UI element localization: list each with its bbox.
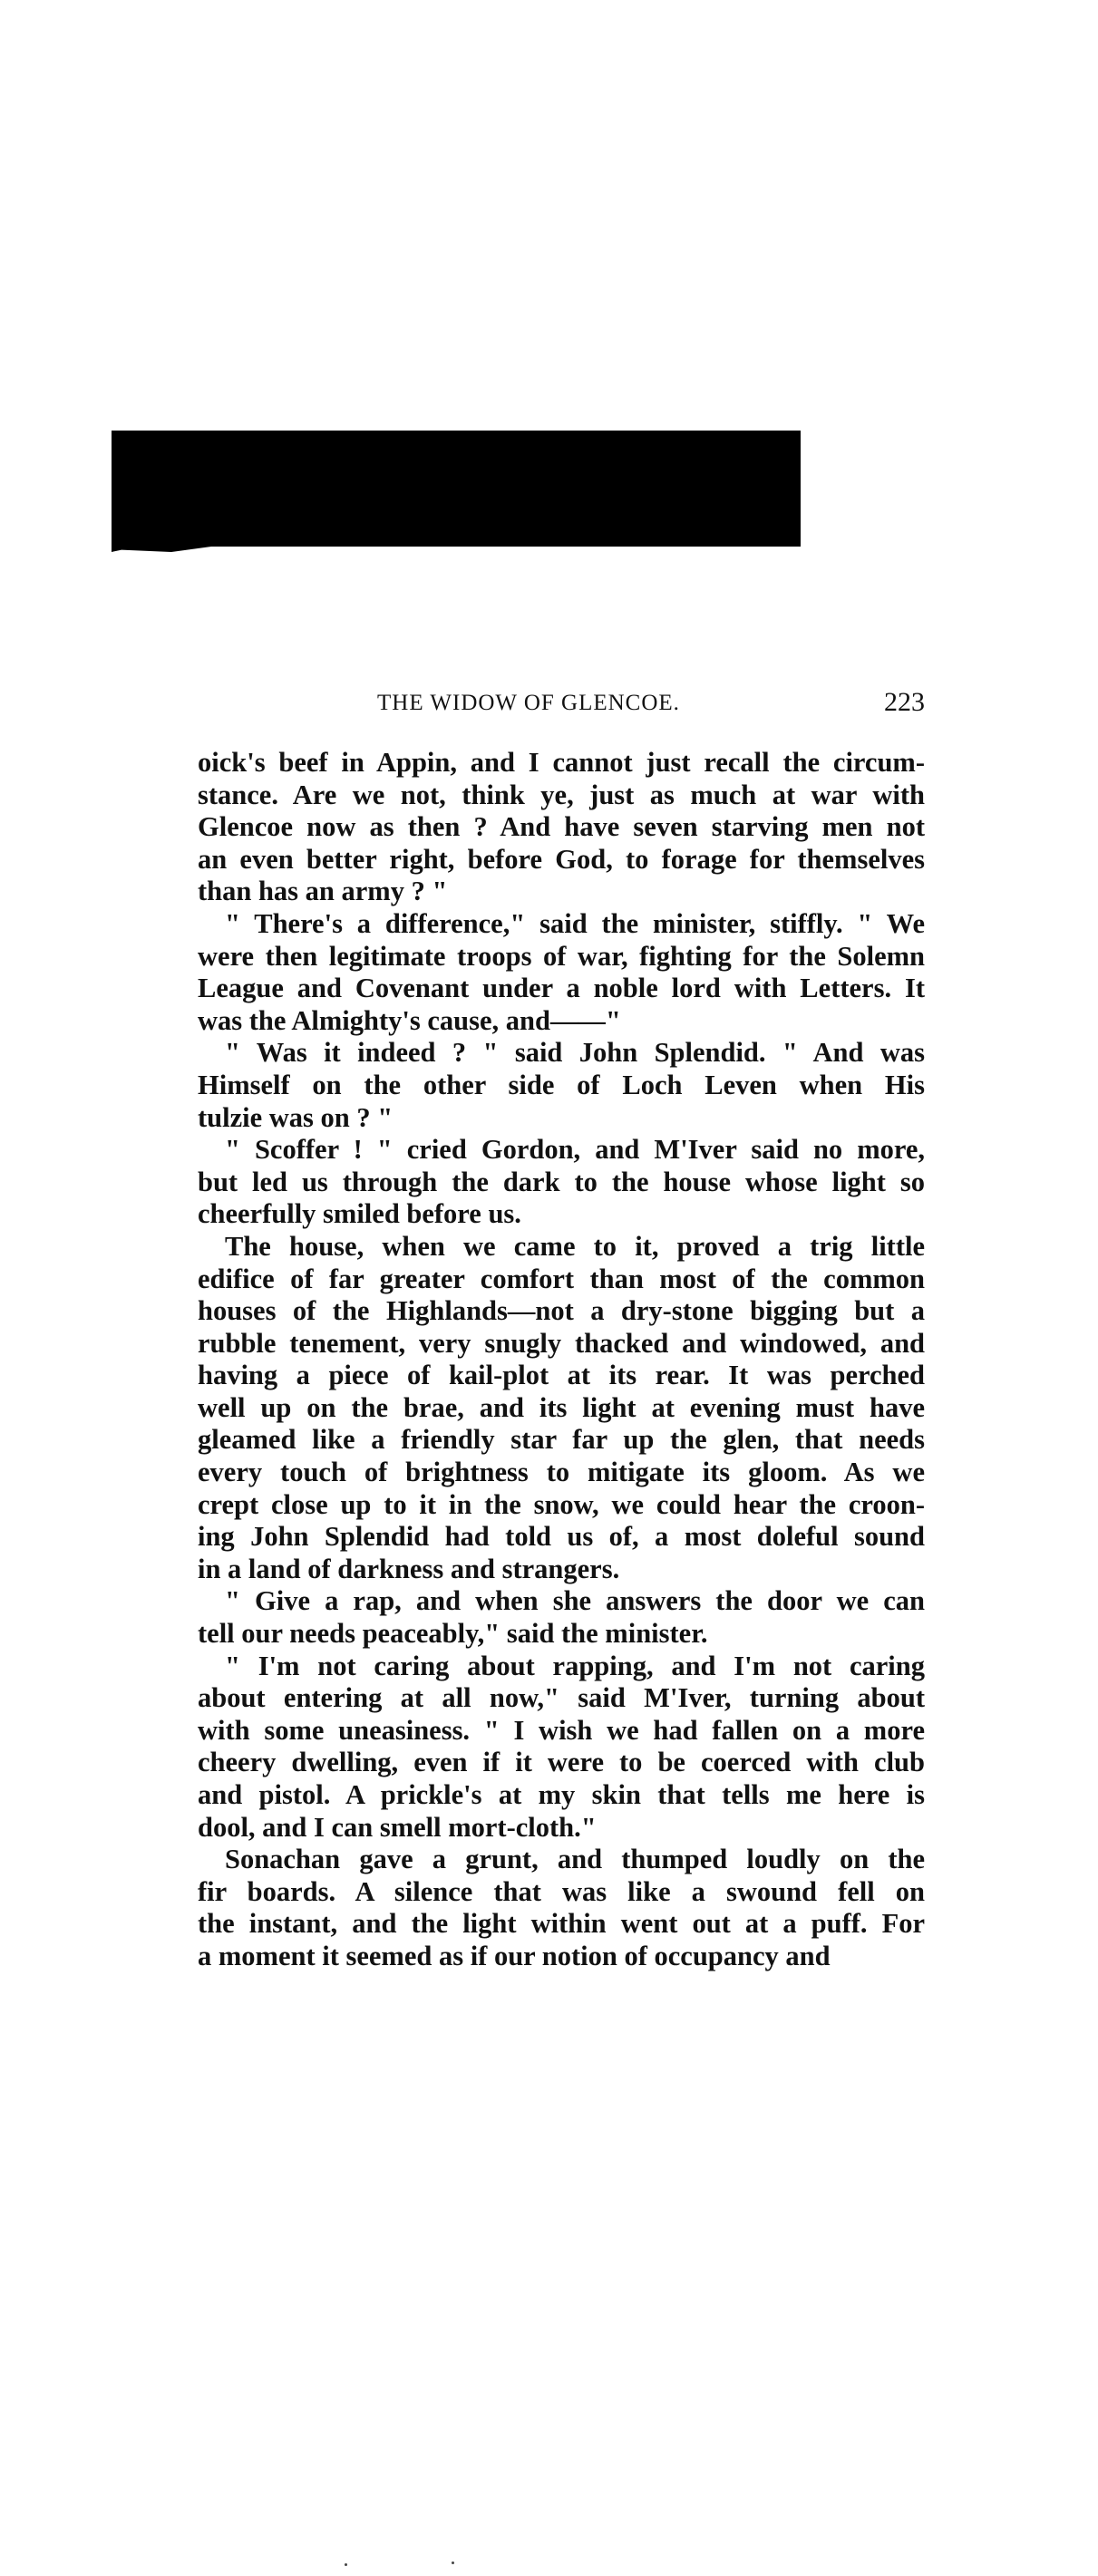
running-head-title: THE WIDOW OF GLENCOE. [377,691,680,715]
paragraph [198,1585,925,1650]
paragraph [198,1231,925,1586]
text-line: with some uneasiness. " I wish we had fallen on a more [198,1714,925,1746]
text-line: tell our needs peaceably," said the minister. [198,1618,708,1650]
text-line: having a piece of kail-plot at its rear. It was perched [198,1360,925,1391]
text-line: gleamed like a friendly star far up the glen, that needs [198,1424,925,1456]
text-line: stance. Are we not, think ye, just as much at war with [198,779,925,810]
text-line: in a land of darkness and strangers. [198,1553,620,1584]
text-line: " Was it indeed ? " said John Splendid. " And was [225,1037,925,1069]
text-line: League and Covenant under a noble lord with Letters. It [198,973,925,1004]
text-line: the instant, and the light within went out at a puff. For [198,1908,925,1940]
text-line: were then legitimate troops of war, fighting for the Solemn [198,940,925,972]
text-line: Glencoe now as then ? And have seven starving men not [198,811,925,843]
paragraph [198,1134,925,1231]
text-line: edifice of far greater comfort than most of the common [198,1263,925,1294]
page-number: 223 [884,687,925,717]
text-line: every touch of brightness to mitigate its gloom. As we [198,1457,925,1488]
text-line: cheery dwelling, even if it were to be coerced with club [198,1747,925,1778]
text-line: crept close up to it in the snow, we could hear the croon- [198,1488,925,1520]
text-line: a moment it seemed as if our notion of occupancy and [198,1940,831,1971]
text-line: tulzie was on ? " [198,1101,394,1133]
text-line: " Scoffer ! " cried Gordon, and M'Iver said no more, [225,1134,925,1166]
text-line: rubble tenement, very snugly thacked and windowed, and [198,1327,925,1359]
paragraph [198,1037,925,1134]
text-line: " There's a difference," said the minister, stiffly. " We [225,907,925,939]
text-line: houses of the Highlands—not a dry-stone bigging but a [198,1295,925,1327]
scan-specks [345,2561,462,2569]
paragraph [198,1651,925,1845]
text-line: but led us through the dark to the house whose light so [198,1166,925,1197]
page-body [198,747,925,1973]
text-line: The house, when we came to it, proved a trig little [225,1230,925,1262]
text-line: ing John Splendid had told us of, a most doleful sound [198,1521,925,1553]
redaction-bar [112,431,801,547]
text-line: well up on the brae, and its light at evening must have [198,1391,925,1423]
text-line: cheerfully smiled before us. [198,1198,521,1230]
text-line: about entering at all now," said M'Iver, turning about [198,1682,925,1714]
text-line: Sonachan gave a grunt, and thumped loudly on the [225,1844,925,1875]
text-line: oick's beef in Appin, and I cannot just recall the circum- [198,747,925,778]
text-line: " I'm not caring about rapping, and I'm not caring [225,1650,925,1681]
text-line: was the Almighty's cause, and——" [198,1004,621,1036]
text-line: and pistol. A prickle's at my skin that tells me here is [198,1779,925,1810]
text-line: fir boards. A silence that was like a swound fell on [198,1875,925,1907]
text-line: Himself on the other side of Loch Leven when His [198,1069,925,1100]
text-line: dool, and I can smell mort-cloth." [198,1811,597,1843]
text-line: " Give a rap, and when she answers the door we can [225,1585,925,1617]
paragraph [198,747,925,908]
text-line: an even better right, before God, to forage for themselves [198,843,925,875]
paragraph [198,1844,925,1972]
paragraph [198,908,925,1037]
text-line: than has an army ? " [198,876,448,907]
